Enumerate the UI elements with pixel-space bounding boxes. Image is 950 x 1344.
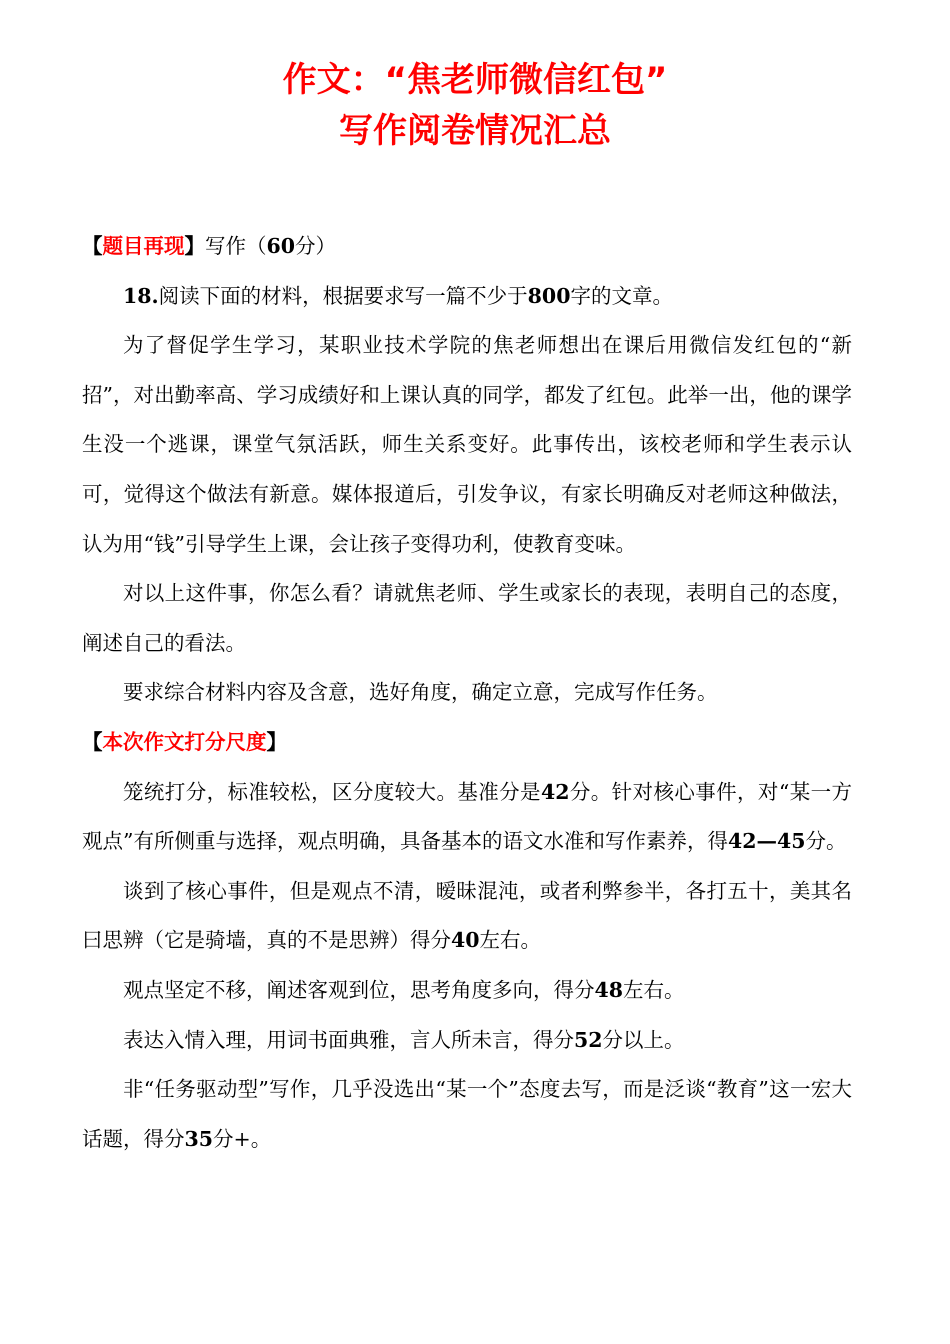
bracket-close: 】 xyxy=(184,234,205,258)
criteria-text: 观点坚定不移，阐述客观到位，思考角度多向，得分 xyxy=(123,977,595,1002)
criteria-paragraph-3 xyxy=(82,966,852,1016)
criteria-score: 42—45 xyxy=(727,829,806,854)
criteria-text: 左右。 xyxy=(623,977,685,1002)
prompt-question: 对以上这件事，你怎么看？请就焦老师、学生或家长的表现，表明自己的态度，阐述自己的看法。 xyxy=(82,581,852,655)
bracket-open: 【 xyxy=(82,729,103,754)
section-score: 60 xyxy=(266,234,296,258)
criteria-text: 谈到了核心事件，但是观点不清，暧昧混沌，或者利弊参半，各打五十，美其名曰思辨（它是骑墙，真的不是思辨）得分 xyxy=(82,878,852,953)
bracket-open: 【 xyxy=(82,234,103,258)
criteria-score: 48 xyxy=(594,977,624,1002)
criteria-text: 非“任务驱动型”写作，几乎没选出“某一个”态度去写，而是泛谈“教育”这一宏大话题，得分 xyxy=(82,1077,852,1151)
criteria-paragraph-1 xyxy=(82,768,852,867)
section-heading-text: 本次作文打分尺度 xyxy=(102,729,267,754)
bracket-close: 】 xyxy=(266,729,287,754)
section-heading-topic xyxy=(82,222,852,272)
criteria-paragraph-4 xyxy=(82,1016,852,1066)
criteria-paragraph-2 xyxy=(82,867,852,966)
prompt-material: 为了督促学生学习，某职业技术学院的焦老师想出在课后用微信发红包的“新招”，对出勤率高、学习成绩好和上课认真的同学，都发了红包。此举一出，他的课学生没一个逃课，课堂气氛活跃，师生关系变好。此事传出，该校老师和学生表示认可，觉得这个做法有新意。媒体报道后，引发争议，有家长明确反对老师这种做法，认为用“钱”引导学生上课，会让孩子变得功利，使教育变味。 xyxy=(82,333,852,556)
criteria-text: 分。 xyxy=(805,829,847,854)
section-subtitle-tail: 分） xyxy=(295,234,337,258)
prompt-requirement: 要求综合材料内容及含意，选好角度，确定立意，完成写作任务。 xyxy=(123,680,718,705)
prompt-instruction xyxy=(82,272,852,322)
criteria-text: 表达入情入理，用词书面典雅，言人所未言，得分 xyxy=(123,1027,574,1052)
criteria-text: 左右。 xyxy=(479,928,542,953)
criteria-score: 52 xyxy=(574,1027,603,1052)
prompt-instruction-text: 阅读下面的材料，根据要求写一篇不少于 xyxy=(158,283,528,308)
criteria-text: 分以上。 xyxy=(602,1027,685,1052)
criteria-text: 分。针对核心事件，对“某一方观点”有所侧重与选择，观点明确，具备基本的语文水准和写作素养，得 xyxy=(82,779,853,854)
section-heading-text: 题目再现 xyxy=(102,234,185,258)
criteria-score: 35 xyxy=(184,1126,214,1151)
prompt-instruction-tail: 字的文章。 xyxy=(570,283,673,308)
criteria-paragraph-5 xyxy=(82,1065,852,1164)
criteria-text: 笼统打分，标准较松，区分度较大。基准分是 xyxy=(123,779,541,804)
document-title-line1: 作文：“焦老师微信红包” xyxy=(282,60,668,100)
criteria-text: 分+。 xyxy=(213,1126,272,1151)
section-heading-criteria xyxy=(82,718,852,768)
document-body xyxy=(82,222,852,1164)
word-count: 800 xyxy=(527,283,571,308)
criteria-score: 42 xyxy=(540,779,570,804)
document-title-line2: 写作阅卷情况汇总 xyxy=(339,111,611,151)
criteria-score: 40 xyxy=(451,928,480,953)
question-number: 18. xyxy=(123,283,159,308)
section-subtitle: 写作（ xyxy=(205,234,267,258)
